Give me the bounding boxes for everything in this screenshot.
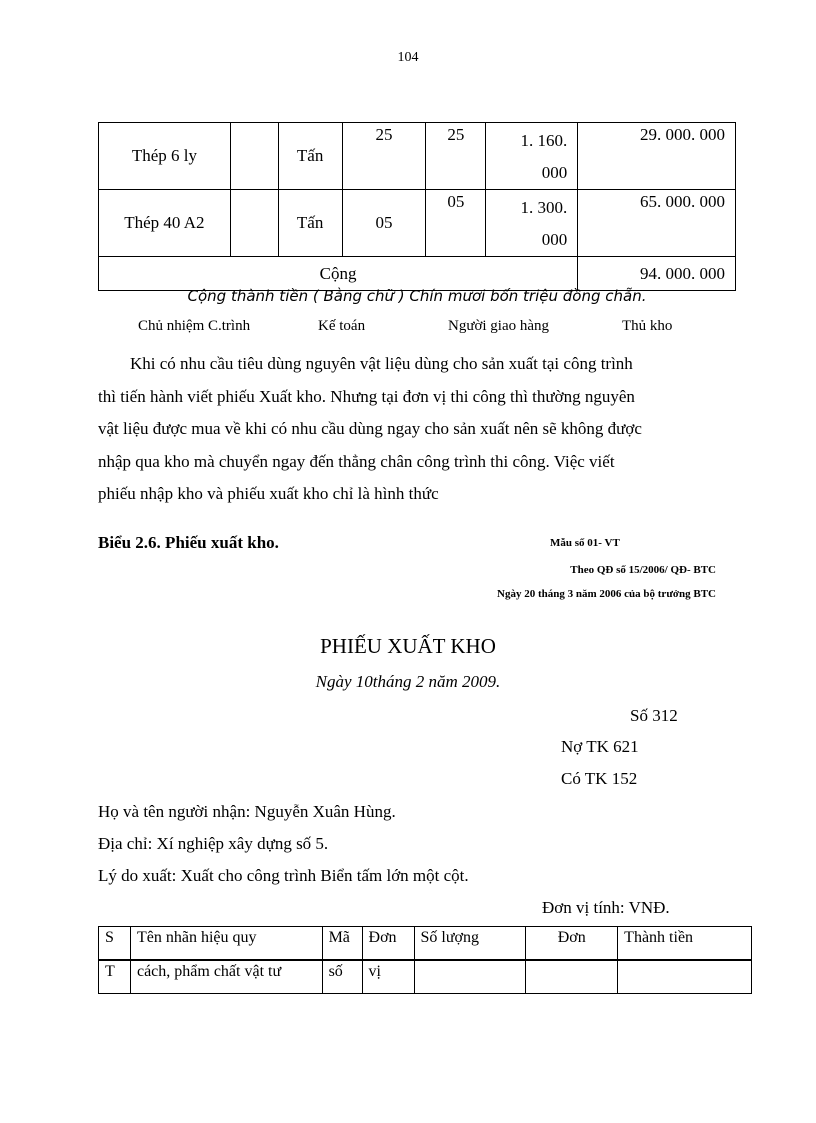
issue-reason: Lý do xuất: Xuất cho công trình Biển tấm lớn một cột. <box>98 866 469 885</box>
amount-in-words: Cộng thành tiền ( Bằng chữ ) Chín mươi bốn triệu đồng chẵn. <box>187 287 647 305</box>
header-material-name: cách, phẩm chất vật tư <box>130 960 322 994</box>
header-stt: T <box>99 960 131 994</box>
unit-price-line1: 1. 300. <box>520 198 568 217</box>
form-template-number: Mẫu số 01- VT <box>550 537 620 549</box>
qty-actual: 05 <box>426 190 486 257</box>
materials-table <box>98 122 736 291</box>
unit-price <box>486 123 578 190</box>
table-row <box>99 190 736 257</box>
table-header-row <box>99 960 752 994</box>
body-paragraph <box>98 348 718 511</box>
total-row <box>99 257 736 291</box>
voucher-date: Ngày 10tháng 2 năm 2009. <box>315 672 501 691</box>
total-label: Cộng <box>99 257 578 291</box>
table-header-row <box>99 927 752 961</box>
signer-deliverer: Người giao hàng <box>448 318 550 334</box>
form-decision: Theo QĐ số 15/2006/ QĐ- BTC <box>570 564 716 576</box>
form-decision-date: Ngày 20 tháng 3 năm 2006 của bộ trưởng BTC <box>497 588 716 600</box>
signer-accountant: Kế toán <box>318 318 366 334</box>
table-row <box>99 123 736 190</box>
debit-account: Nợ TK 621 <box>561 737 639 756</box>
unit-price-line2: 000 <box>541 230 568 249</box>
form-label: Biểu 2.6. Phiếu xuất kho. <box>98 533 279 552</box>
material-unit: Tấn <box>278 123 342 190</box>
header-unit: Đơn <box>362 927 414 961</box>
header-material-name: Tên nhãn hiệu quy <box>130 927 322 961</box>
paragraph-line: nhập qua kho mà chuyển ngay đến thẳng chân công trình thi công. Việc viết <box>98 451 615 471</box>
qty-document: 05 <box>342 190 426 257</box>
material-name: Thép 40 A2 <box>99 190 231 257</box>
material-unit: Tấn <box>278 190 342 257</box>
header-amount: Thành tiền <box>618 927 752 961</box>
header-unit: vị <box>362 960 414 994</box>
unit-price-line1: 1. 160. <box>520 131 568 150</box>
header-amount <box>618 960 752 994</box>
header-price: Đơn <box>526 927 618 961</box>
header-stt: S <box>99 927 131 961</box>
recipient-name: Họ và tên người nhận: Nguyễn Xuân Hùng. <box>98 802 396 821</box>
line-amount: 29. 000. 000 <box>578 123 736 190</box>
signer-project-manager: Chủ nhiệm C.trình <box>138 318 251 334</box>
recipient-address: Địa chỉ: Xí nghiệp xây dựng số 5. <box>98 834 329 853</box>
issue-table <box>98 926 752 994</box>
material-code <box>230 190 278 257</box>
header-quantity: Số lượng <box>414 927 526 961</box>
unit-price-line2: 000 <box>541 163 568 182</box>
unit-price <box>486 190 578 257</box>
qty-document: 25 <box>342 123 426 190</box>
header-quantity <box>414 960 526 994</box>
qty-actual: 25 <box>426 123 486 190</box>
header-code: Mã <box>322 927 362 961</box>
credit-account: Có TK 152 <box>561 769 638 788</box>
header-code: số <box>322 960 362 994</box>
header-price <box>526 960 618 994</box>
paragraph-line: vật liệu được mua về khi có nhu cầu dùng ngay cho sản xuất nên sẽ không được <box>98 419 642 438</box>
voucher-title: PHIẾU XUẤT KHO <box>320 634 496 658</box>
voucher-number: Số 312 <box>630 706 678 725</box>
paragraph-line: Khi có nhu cầu tiêu dùng nguyên vật liệu dùng cho sản xuất tại công trình <box>130 354 633 373</box>
currency-unit: Đơn vị tính: VNĐ. <box>542 898 670 917</box>
line-amount: 65. 000. 000 <box>578 190 736 257</box>
material-code <box>230 123 278 190</box>
paragraph-line: phiếu nhập kho và phiếu xuất kho chỉ là hình thức <box>98 484 439 503</box>
material-name: Thép 6 ly <box>99 123 231 190</box>
signer-storekeeper: Thủ kho <box>622 318 673 334</box>
page-number: 104 <box>397 50 419 65</box>
total-value: 94. 000. 000 <box>578 257 736 291</box>
paragraph-line: thì tiến hành viết phiếu Xuất kho. Nhưng tại đơn vị thi công thì thường nguyên <box>98 386 635 406</box>
